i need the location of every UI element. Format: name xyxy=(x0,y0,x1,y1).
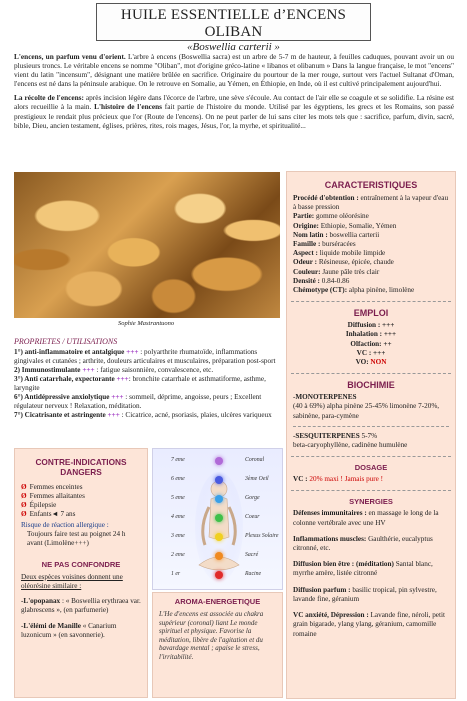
characteristic-row xyxy=(293,249,449,258)
dosage-label: VC : xyxy=(293,475,310,484)
synergy-text: basilic tropical, pin sylvestre, lavande fine, géranium xyxy=(293,585,437,603)
chakra-rank-label: 6 eme xyxy=(171,476,185,482)
synergy-text: Lavande fine, néroli, petit grain bigarade, ylang ylang, géranium, camomille romaine xyxy=(293,611,445,638)
characteristic-value: Ethiopie, Somalie, Yémen xyxy=(318,221,397,230)
characteristic-row xyxy=(293,231,449,240)
contraindication-text: Femmes enceintes xyxy=(29,483,83,491)
biochimie-heading: BIOCHIMIE xyxy=(347,380,395,391)
property-text: : bronchite catarrhale et asthmatiforme, asthme, laryngite xyxy=(14,375,266,392)
characteristic-label: Chémotype (CT): xyxy=(293,286,348,295)
synergy-text: en massage le long de la colonne vertébrale avec une HV xyxy=(293,509,439,527)
chakra-dot-icon xyxy=(215,533,223,541)
contraindication-item xyxy=(21,483,141,492)
synergy-label: Diffusion parfum : xyxy=(293,585,351,594)
property-strength: +++ xyxy=(114,375,129,383)
characteristic-row xyxy=(293,194,449,212)
chakra-name-label: Plexus Solaire xyxy=(245,533,279,539)
bullet-icon: Ø xyxy=(21,483,27,491)
property-number: 1°) xyxy=(14,348,23,356)
intro-harvest-text: après incision légère dans l'écorce de l'arbre, une sève s'écoule. Au contact de l'air elle se coagule et se solidifie. La résine est alors recueillie à la main. xyxy=(14,93,454,112)
species-text: : « Boswellia erythraea var. glabrescens », (en parfumerie) xyxy=(21,597,141,614)
meditating-figure-icon xyxy=(195,467,243,585)
characteristic-value: boswellia carterii xyxy=(327,230,380,239)
dosage-value: 20% maxi ! Jamais pure ! xyxy=(309,475,384,484)
divider xyxy=(291,373,451,374)
characteristic-label: Partie: xyxy=(293,212,315,221)
chakra-name-label: Gorge xyxy=(245,495,260,501)
emploi-line: Diffusion : +++ xyxy=(347,321,395,330)
chakra-rank-label: 2 eme xyxy=(171,552,185,558)
chakra-name-label: Racine xyxy=(245,571,262,577)
title-box xyxy=(96,3,371,53)
synergy-item xyxy=(293,586,449,604)
intro-text xyxy=(14,52,454,135)
intro-origin-text: L'arbre à encens (Boswellia sacra) est un arbre de 5-7 m de hauteur, à feuilles caduques, pouvant avoir un ou plusieurs troncs. Le véritable encens se nomme "Oliban", mot d'origine gréco-latine « libanos et olibanum » Dans la langue française, le mot "encens" vient du latin "incensum", désignant une matière brûlée en sacrifice. Originaire du pourtour de la mer rouge, surtout vers l'actuel Sultanat d'Oman, l'encens est né dans la péninsule arabique. On le retrouve en Somalie, au Yémen, en Éthiopie, en Inde, où il est cultivé principalement aujourd'hui. xyxy=(14,52,455,89)
vo-label: VO: xyxy=(355,358,371,367)
characteristic-label: Famille : xyxy=(293,240,321,249)
characteristic-value: liquide mobile limpide xyxy=(317,249,386,258)
property-item xyxy=(14,393,284,411)
synergies-heading: SYNERGIES xyxy=(349,497,393,507)
property-title: Cicatrisante et astringente xyxy=(22,411,106,419)
intro-heading-history: L'histoire de l'encens xyxy=(94,102,163,112)
property-strength: +++ xyxy=(124,348,139,356)
contraindication-text: Enfants◄ 7 ans xyxy=(29,510,76,518)
chakra-name-label: Sacré xyxy=(245,552,259,558)
contraindication-text: Femmes allaitantes xyxy=(29,492,85,500)
property-text: : Cicatrice, acné, psoriasis, plaies, ulcères variqueux xyxy=(119,411,272,419)
divider xyxy=(293,426,449,427)
property-strength: +++ xyxy=(109,393,124,401)
do-not-confuse-heading: NE PAS CONFONDRE xyxy=(41,560,121,569)
property-number: 7°) xyxy=(14,411,23,419)
chakra-dot-icon xyxy=(215,514,223,522)
intro-history-text: fait partie de l'histoire du monde. Utilisé par les égyptiens, les grecs et les Romains, son passé prestigieux le rendait plus précieux que l'or (Route de l'encens). On ne peut parler de lui sans citer les mots tels que : sacrifice, parfum, divin, sacré, bible, Dieu, ancien testament, églises, prières, rites, rois mages, Jésus, l'or, la myrhe, et spiritualité... xyxy=(14,102,454,130)
intro-paragraph-harvest xyxy=(14,93,454,129)
property-text: : polyarthrite rhumatoïde, inflammations gingivales et cutanées ; arthrite, douleurs articulaires et musculaires, préparation post-sport xyxy=(14,348,276,365)
characteristic-row xyxy=(293,268,449,277)
characteristic-row xyxy=(293,286,449,295)
monoterpenes-title: -MONOTERPENES xyxy=(293,393,357,402)
contraindications-heading: CONTRE-INDICATIONS DANGERS xyxy=(35,457,127,477)
intro-heading-harvest: La récolte de l'encens: xyxy=(14,93,84,103)
aroma-energetique-panel xyxy=(152,592,283,698)
species-text: « Canarium luzonicum » (en savonnerie). xyxy=(21,622,117,639)
chakra-dot-icon xyxy=(215,476,223,484)
emploi-heading: EMPLOI xyxy=(353,308,389,319)
synergy-item xyxy=(293,611,449,639)
characteristics-heading: CARACTERISTIQUES xyxy=(324,180,418,190)
synergy-text: Gaulthérie, eucalyptus citronné, etc. xyxy=(293,534,433,553)
bullet-icon: Ø xyxy=(21,492,27,500)
biochimie-section xyxy=(287,393,455,450)
intro-paragraph-origin xyxy=(14,52,454,88)
synergies-list xyxy=(287,509,455,638)
characteristic-label: Procédé d'obtention : xyxy=(293,194,359,202)
page-title: HUILE ESSENTIELLE d’ENCENS OLIBAN xyxy=(120,7,347,40)
contraindication-item xyxy=(21,510,141,519)
characteristic-value: Résineuse, épicée, chaude xyxy=(317,258,394,267)
do-not-confuse-intro: Deux espèces voisines donnent une oléorésine similaire : xyxy=(21,573,123,590)
dosage-line xyxy=(287,475,455,484)
property-text: : sommeil, déprime, angoisse, peurs ; Excellent régulateur nerveux ! Relaxation, méditation. xyxy=(14,393,262,410)
characteristic-value: Jaune pâle très clair xyxy=(320,267,380,276)
property-item xyxy=(14,375,284,393)
chakra-diagram xyxy=(152,448,283,590)
synergy-item xyxy=(293,560,449,578)
property-item xyxy=(14,411,284,420)
characteristic-label: Origine: xyxy=(293,221,319,230)
characteristic-label: Aspect : xyxy=(293,249,318,258)
characteristic-value: alpha pinène, limolène xyxy=(347,286,415,295)
chakra-rank-label: 5 eme xyxy=(171,495,185,501)
sesquiterpenes-pct: 5-7% xyxy=(359,431,378,440)
property-item xyxy=(14,348,284,366)
emploi-list xyxy=(287,321,455,358)
chakra-name-label: Coronal xyxy=(245,457,265,463)
vo-value: NON xyxy=(370,358,387,367)
characteristic-row xyxy=(293,240,449,249)
chakra-name-label: 3ème Oeil xyxy=(245,476,269,482)
property-number: 3°) xyxy=(14,375,23,383)
emploi-vo xyxy=(287,358,455,367)
photo-credit: Sophie Mastrantuono xyxy=(118,320,175,327)
characteristic-row xyxy=(293,277,449,286)
property-number: 2) xyxy=(14,366,20,374)
sesquiterpenes-text: beta-caryophyllène, cadinène humulène xyxy=(293,441,408,450)
latin-name: «Boswellia carterii » xyxy=(187,41,280,53)
properties-list xyxy=(14,348,284,420)
chakra-dot-icon xyxy=(215,552,223,560)
bullet-icon: Ø xyxy=(21,501,27,509)
intro-heading-origin: L'encens, un parfum venu d'orient. xyxy=(14,52,126,61)
characteristic-row xyxy=(293,258,449,267)
emploi-line: VC : +++ xyxy=(356,348,386,357)
property-title: Antidépressive anxiolytique xyxy=(22,393,110,401)
chakra-name-label: Coeur xyxy=(245,514,260,520)
synergy-label: Défenses immunitaires : xyxy=(293,509,367,518)
characteristic-value: gomme oléorésine xyxy=(314,212,369,221)
sesquiterpenes-line xyxy=(293,432,449,441)
species-name: -L'opopanax xyxy=(21,597,61,605)
chakra-rank-label: 4 eme xyxy=(171,514,185,520)
synergy-label: Inflammations muscles: xyxy=(293,534,367,543)
aroma-heading: AROMA-ENERGETIQUE xyxy=(174,597,261,606)
sesquiterpenes-title: -SESQUITERPENES xyxy=(293,431,360,440)
contraindication-item xyxy=(21,492,141,501)
emploi-line: Inhalation : +++ xyxy=(345,330,397,339)
property-strength: +++ xyxy=(80,366,95,374)
properties-section xyxy=(14,337,284,420)
synergy-item xyxy=(293,535,449,553)
do-not-confuse-list xyxy=(21,597,141,640)
characteristics-list xyxy=(287,194,455,295)
confusable-species xyxy=(21,597,141,615)
monoterpenes-text: (40 à 69%) alpha pinène 25-45% limonène 7-20%, sabinène, para-cymène xyxy=(293,402,440,420)
characteristic-label: Odeur : xyxy=(293,258,318,267)
divider xyxy=(291,456,451,457)
characteristic-value: entraînement à la vapeur d'eau à basse pression xyxy=(293,194,449,212)
characteristic-label: Couleur: xyxy=(293,267,321,276)
divider xyxy=(291,490,451,491)
chakra-rank-label: 1 er xyxy=(171,571,181,577)
characteristic-row xyxy=(293,212,449,221)
characteristics-panel xyxy=(286,171,456,699)
species-name: -L'élémi de Manille xyxy=(21,622,81,630)
chakra-dot-icon xyxy=(215,457,223,465)
characteristic-label: Nom latin : xyxy=(293,230,328,239)
property-item xyxy=(14,366,284,375)
synergy-text: Santal blanc, myrrhe amère, listée citronné xyxy=(293,560,433,578)
synergy-item xyxy=(293,509,449,527)
dosage-heading: DOSAGE xyxy=(354,463,388,473)
properties-heading: PROPRIETES / UTILISATIONS xyxy=(14,337,118,346)
contraindications-list xyxy=(21,483,141,519)
aroma-text: L'He d'encens est associée au chakra supérieur (coronal) liant Le monde spirituel et physique. Favorise la méditation, libère de l'agitation et du bavardage mental ; apaise le stress, l'irritabilité. xyxy=(159,610,264,661)
chakra-dot-icon xyxy=(215,495,223,503)
characteristic-value: burséracées xyxy=(320,240,356,249)
property-number: 6°) xyxy=(14,393,23,401)
bullet-icon: Ø xyxy=(21,510,27,518)
synergy-label: Diffusion bien être : (méditation) xyxy=(293,560,394,569)
confusable-species xyxy=(21,622,141,640)
property-title: Immunostimulante xyxy=(20,366,81,374)
allergy-risk: Risque de réaction allergique : xyxy=(21,521,109,529)
contraindications-panel xyxy=(14,448,148,698)
property-title: Anti catarrhale, expectorante xyxy=(22,375,115,383)
property-strength: +++ xyxy=(105,411,120,419)
property-text: : fatigue saisonnière, convalescence, etc. xyxy=(94,366,214,374)
chakra-rank-label: 7 eme xyxy=(171,457,185,463)
emploi-line: Olfaction: ++ xyxy=(350,339,392,348)
contraindication-text: Épilepsie xyxy=(29,501,57,509)
characteristic-value: 0.84-0.86 xyxy=(319,276,350,285)
frankincense-resin-photo xyxy=(14,172,280,318)
characteristic-row xyxy=(293,222,449,231)
synergy-label: VC anxiété, Dépression : xyxy=(293,611,369,620)
chakra-dot-icon xyxy=(215,571,223,579)
divider xyxy=(291,301,451,302)
contraindication-item xyxy=(21,501,141,510)
chakra-rank-label: 3 eme xyxy=(171,533,185,539)
allergy-test: Toujours faire test au poignet 24 h avant (Limolène+++) xyxy=(27,530,126,547)
property-title: anti-inflammatoire et antalgique xyxy=(22,348,125,356)
characteristic-label: Densité : xyxy=(293,276,320,285)
